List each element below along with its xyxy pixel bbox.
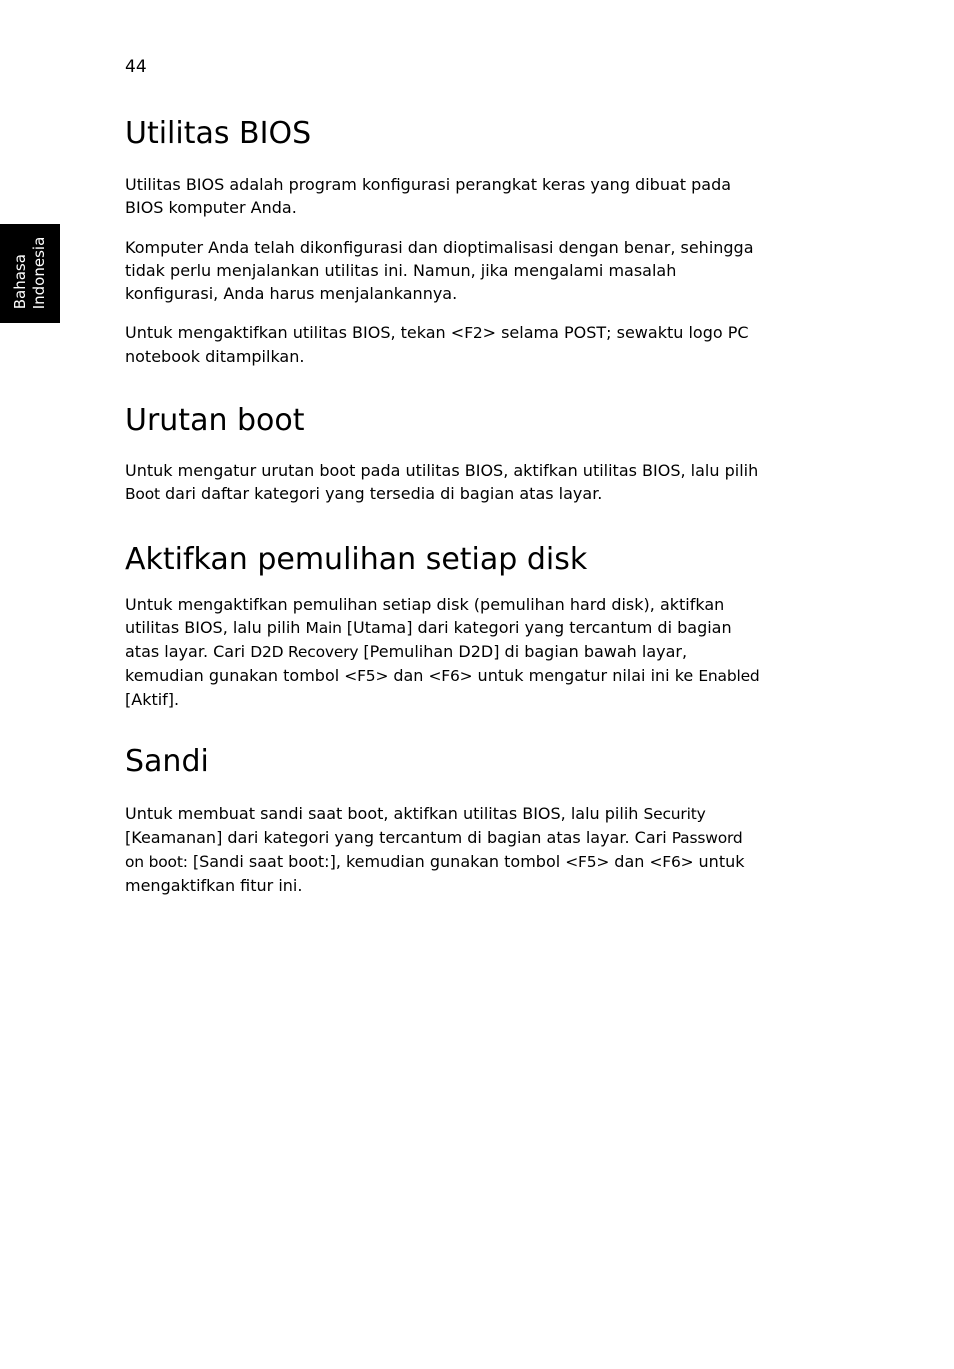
keyword-d2d-recovery: D2D Recovery <box>250 643 359 661</box>
text-run: tidak perlu menjalankan utilitas ini. Namun, jika mengalami masalah <box>125 261 677 280</box>
text-run: Untuk mengaktifkan utilitas BIOS, tekan < <box>125 323 465 342</box>
keyword-enabled: Enabled <box>698 667 760 685</box>
key-label-f6: <F6> <box>649 853 694 871</box>
text-run: mengaktifkan fitur ini. <box>125 876 303 895</box>
keyword-boot: Boot <box>125 485 160 503</box>
keyword-security: Security <box>643 805 706 823</box>
keyword-password: Password <box>671 829 743 847</box>
text-run: atas layar. Cari <box>125 642 251 661</box>
text-run: Untuk mengatur urutan boot pada utilitas BIOS, aktifkan utilitas BIOS, lalu pilih <box>125 461 759 480</box>
text-run: kemudian gunakan tombol <box>125 666 345 685</box>
text-run: Komputer Anda telah dikonfigurasi dan dioptimalisasi dengan benar, sehingga <box>125 238 754 257</box>
text-run: utilitas BIOS, lalu pilih <box>125 618 306 637</box>
paragraph-bios-intro <box>125 173 825 219</box>
paragraph-bios-config <box>125 236 825 305</box>
key-label-f5: <F5> <box>565 853 610 871</box>
section-title-urutan-boot: Urutan boot <box>125 403 305 438</box>
text-run: [Aktif]. <box>125 690 180 709</box>
section-title-utilitas-bios: Utilitas BIOS <box>125 116 312 151</box>
paragraph-disk-recovery <box>125 593 825 711</box>
key-label-f2: F2 <box>464 324 483 342</box>
paragraph-boot-order <box>125 459 825 506</box>
text-run: > selama POST; sewaktu logo PC <box>482 323 749 342</box>
section-title-sandi: Sandi <box>125 744 209 779</box>
text-run: konfigurasi, Anda harus menjalankannya. <box>125 284 458 303</box>
text-run: Untuk mengaktifkan pemulihan setiap disk (pemulihan hard disk), aktifkan <box>125 595 725 614</box>
paragraph-bios-activate <box>125 321 825 368</box>
text-run: dan <box>388 666 429 685</box>
section-title-aktifkan-pemulihan: Aktifkan pemulihan setiap disk <box>125 542 588 577</box>
text-run: dari daftar kategori yang tersedia di bagian atas layar. <box>159 484 603 503</box>
text-run: dan <box>609 852 650 871</box>
text-run: notebook ditampilkan. <box>125 347 305 366</box>
text-run: [Utama] dari kategori yang tercantum di bagian <box>341 618 732 637</box>
text-run: Utilitas BIOS adalah program konfigurasi perangkat keras yang dibuat pada <box>125 175 732 194</box>
key-label-f5: <F5> <box>344 667 389 685</box>
page-number: 44 <box>125 57 147 77</box>
language-side-tab <box>0 224 60 323</box>
text-run: [Sandi saat boot:], kemudian gunakan tombol <box>187 852 566 871</box>
text-run: untuk <box>693 852 745 871</box>
key-label-f6: <F6> <box>428 667 473 685</box>
text-run: [Keamanan] dari kategori yang tercantum di bagian atas layar. Cari <box>125 828 672 847</box>
keyword-main: Main <box>305 619 342 637</box>
side-tab-line-2: Indonesia <box>30 236 48 310</box>
keyword-on-boot: on boot: <box>125 853 188 871</box>
text-run: untuk mengatur nilai ini ke <box>472 666 699 685</box>
side-tab-line-1: Bahasa <box>11 254 29 310</box>
paragraph-password <box>125 802 825 897</box>
language-side-tab-label <box>11 237 49 310</box>
text-run: Untuk membuat sandi saat boot, aktifkan utilitas BIOS, lalu pilih <box>125 804 644 823</box>
text-run: BIOS komputer Anda. <box>125 198 297 217</box>
text-run: [Pemulihan D2D] di bagian bawah layar, <box>358 642 688 661</box>
